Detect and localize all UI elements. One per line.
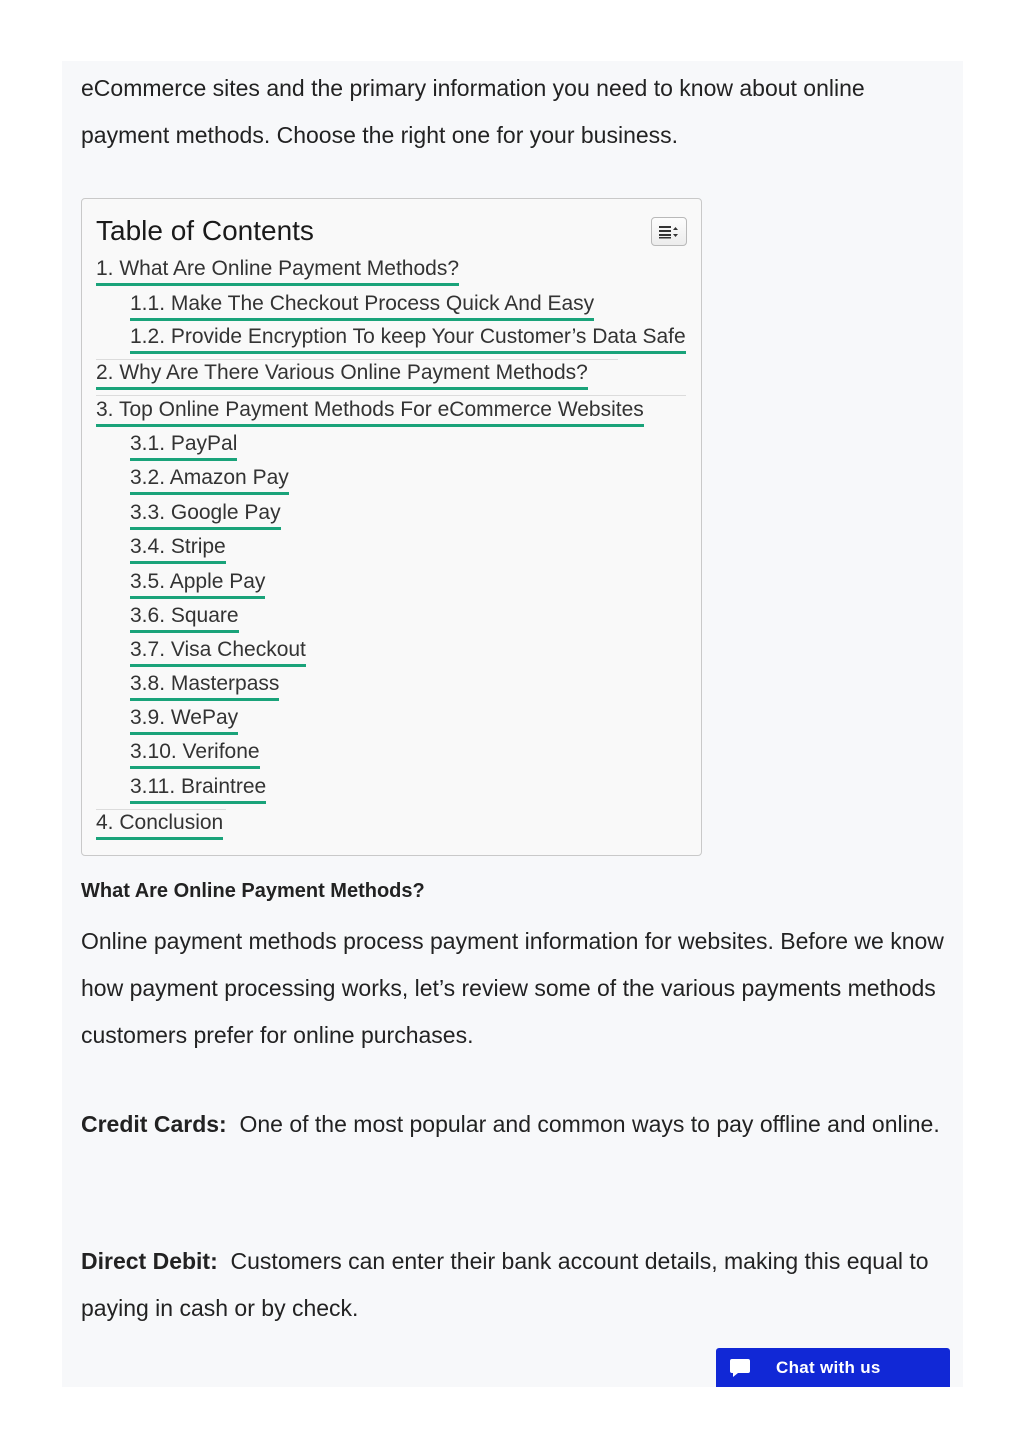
toc-link-1-2[interactable] bbox=[130, 325, 686, 354]
direct-debit-text: Customers can enter their bank account details, making this equal to paying in cash or by check. bbox=[81, 1248, 929, 1321]
toc-link-label[interactable]: 3.2. Amazon Pay bbox=[130, 466, 289, 495]
list-toggle-icon bbox=[658, 225, 680, 239]
toc-link-3-4[interactable] bbox=[130, 535, 226, 564]
toc-link-2[interactable] bbox=[96, 361, 588, 390]
toc-link-label[interactable]: 3.6. Square bbox=[130, 604, 239, 633]
chat-bubble-icon bbox=[728, 1356, 752, 1380]
toc-link-label[interactable]: 3.3. Google Pay bbox=[130, 501, 281, 530]
direct-debit-term: Direct Debit: bbox=[81, 1248, 218, 1274]
chat-label: Chat with us bbox=[776, 1357, 881, 1377]
toc-link-1[interactable] bbox=[96, 257, 459, 286]
toc-link-label[interactable]: 3.7. Visa Checkout bbox=[130, 638, 306, 667]
section-paragraph: Online payment methods process payment information for websites. Before we know how payment processing works, let’s review some of the various payments methods customers prefer for online purchases. bbox=[81, 928, 944, 1048]
credit-cards-term: Credit Cards: bbox=[81, 1111, 227, 1137]
toc-link-label[interactable]: 1. What Are Online Payment Methods? bbox=[96, 257, 459, 286]
direct-debit-paragraph bbox=[81, 1238, 961, 1332]
toc-link-3-5[interactable] bbox=[130, 570, 265, 599]
table-of-contents bbox=[81, 198, 702, 856]
toc-link-3-7[interactable] bbox=[130, 638, 306, 667]
toc-link-3-9[interactable] bbox=[130, 706, 238, 735]
chat-with-us-button[interactable] bbox=[716, 1348, 950, 1387]
credit-cards-text: One of the most popular and common ways to pay offline and online. bbox=[239, 1111, 940, 1137]
toc-link-label[interactable]: 3.4. Stripe bbox=[130, 535, 226, 564]
toc-divider bbox=[96, 809, 226, 810]
toc-link-label[interactable]: 2. Why Are There Various Online Payment Methods? bbox=[96, 361, 588, 390]
toc-link-label[interactable]: 3.8. Masterpass bbox=[130, 672, 279, 701]
toc-link-3-8[interactable] bbox=[130, 672, 279, 701]
toc-divider bbox=[96, 359, 618, 360]
toc-link-3-3[interactable] bbox=[130, 501, 281, 530]
toc-link-label[interactable]: 4. Conclusion bbox=[96, 811, 223, 840]
toc-link-label[interactable]: 3.10. Verifone bbox=[130, 740, 260, 769]
credit-cards-paragraph bbox=[81, 1101, 961, 1148]
toc-link-label[interactable]: 3.1. PayPal bbox=[130, 432, 237, 461]
toc-link-label[interactable]: 3.9. WePay bbox=[130, 706, 238, 735]
toc-divider bbox=[96, 395, 686, 396]
article-page bbox=[62, 61, 963, 1387]
toc-title: Table of Contents bbox=[96, 215, 314, 246]
toc-link-label[interactable]: 1.2. Provide Encryption To keep Your Customer’s Data Safe bbox=[130, 325, 686, 354]
intro-paragraph: eCommerce sites and the primary information you need to know about online payment methods. Choose the right one for your business. bbox=[81, 75, 865, 148]
toc-link-label[interactable]: 3. Top Online Payment Methods For eCommerce Websites bbox=[96, 398, 644, 427]
toc-link-3-11[interactable] bbox=[130, 775, 266, 804]
section-heading: What Are Online Payment Methods? bbox=[81, 880, 425, 902]
toc-toggle-button[interactable] bbox=[651, 217, 687, 246]
toc-link-3-6[interactable] bbox=[130, 604, 239, 633]
toc-link-1-1[interactable] bbox=[130, 292, 594, 321]
toc-link-label[interactable]: 3.11. Braintree bbox=[130, 775, 266, 804]
toc-link-3-1[interactable] bbox=[130, 432, 237, 461]
toc-link-4[interactable] bbox=[96, 811, 223, 840]
toc-link-3[interactable] bbox=[96, 398, 644, 427]
toc-link-label[interactable]: 3.5. Apple Pay bbox=[130, 570, 265, 599]
toc-link-3-2[interactable] bbox=[130, 466, 289, 495]
toc-link-3-10[interactable] bbox=[130, 740, 260, 769]
toc-link-label[interactable]: 1.1. Make The Checkout Process Quick And Easy bbox=[130, 292, 594, 321]
